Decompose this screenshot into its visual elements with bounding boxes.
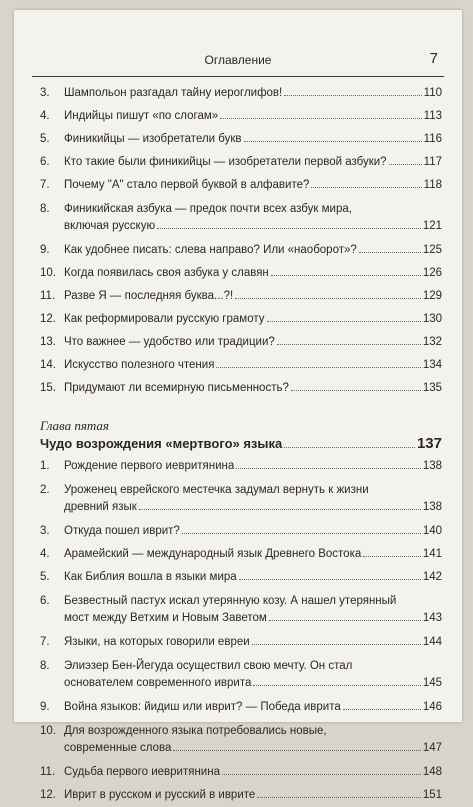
- entry-title: Война языков: йидиш или иврит? — Победа иврита: [64, 701, 341, 713]
- leader-dots: [253, 685, 420, 686]
- entry-line: [64, 380, 442, 397]
- entry-line: [64, 634, 442, 651]
- entry-page: 129: [422, 290, 442, 302]
- leader-dots: [311, 187, 421, 188]
- entry-title: Как Библия вошла в языки мира: [64, 571, 237, 583]
- entry-line: [64, 740, 442, 757]
- entry-line: [64, 482, 442, 499]
- leader-dots: [343, 709, 421, 710]
- entry-page: 125: [422, 244, 442, 256]
- leader-dots: [139, 509, 421, 510]
- entry-body: [64, 764, 442, 781]
- header-rule: [32, 76, 444, 77]
- entry-title: Рождение первого иевритянина: [64, 460, 235, 472]
- entry-number: 6.: [40, 595, 50, 607]
- entry-title: Финикийцы — изобретатели букв: [64, 133, 242, 145]
- entry-number: 8.: [40, 660, 50, 672]
- entry-number: 9.: [40, 244, 50, 256]
- toc-entry[interactable]: [40, 174, 442, 197]
- entry-title: основателем современного иврита: [64, 677, 252, 689]
- toc-entry[interactable]: [40, 520, 442, 543]
- entry-number: 12.: [40, 313, 56, 325]
- entry-title: мост между Ветхим и Новым Заветом: [64, 612, 267, 624]
- entry-page: 135: [422, 382, 442, 394]
- entry-number: 10.: [40, 267, 56, 279]
- entry-body: [64, 357, 442, 374]
- entry-page: 117: [423, 156, 442, 168]
- toc-entry[interactable]: [40, 478, 442, 520]
- leader-dots: [277, 344, 421, 345]
- entry-line: [64, 546, 442, 563]
- entry-title: Индийцы пишут «по слогам»: [64, 110, 219, 122]
- header-title: Оглавление: [204, 53, 272, 67]
- entry-body: [64, 593, 442, 627]
- entry-body: [64, 334, 442, 351]
- entry-number: 8.: [40, 203, 50, 215]
- entry-page: 140: [422, 525, 442, 537]
- entry-title: Как реформировали русскую грамоту: [64, 313, 265, 325]
- entry-title: Иврит в русском и русский в иврите: [64, 789, 256, 801]
- toc-list: [40, 82, 442, 807]
- entry-title: Уроженец еврейского местечка задумал вернуть к жизни: [64, 484, 369, 496]
- entry-page: 113: [423, 110, 442, 122]
- entry-body: [64, 546, 442, 563]
- entry-line: [64, 85, 442, 102]
- leader-dots: [252, 644, 421, 645]
- leader-dots: [271, 275, 421, 276]
- entry-number: 10.: [40, 725, 56, 737]
- entry-title: Элиэзер Бен-Йегуда осуществил свою мечту. Он стал: [64, 660, 353, 672]
- entry-number: 11.: [40, 766, 56, 778]
- toc-entry[interactable]: [40, 696, 442, 719]
- leader-dots: [291, 390, 421, 391]
- chapter-title: Чудо возрождения «мертвого» языка: [40, 436, 283, 451]
- leader-dots: [389, 164, 422, 165]
- entry-line: [64, 523, 442, 540]
- entry-line: [64, 699, 442, 716]
- entry-page: 138: [422, 460, 442, 472]
- leader-dots: [220, 118, 422, 119]
- entry-body: [64, 242, 442, 259]
- entry-body: [64, 380, 442, 397]
- toc-entry[interactable]: [40, 631, 442, 654]
- entry-body: [64, 523, 442, 540]
- toc-entry[interactable]: [40, 239, 442, 262]
- entry-body: [64, 787, 442, 804]
- leader-dots: [359, 252, 421, 253]
- entry-title: Откуда пошел иврит?: [64, 525, 180, 537]
- entry-title: Арамейский — международный язык Древнего Востока: [64, 548, 362, 560]
- toc-entry[interactable]: [40, 543, 442, 566]
- entry-page: 118: [423, 179, 442, 191]
- chapter-label: Глава пятая: [40, 418, 109, 433]
- entry-page: 138: [422, 501, 442, 513]
- entry-title: Для возрожденного языка потребовались новые,: [64, 725, 327, 737]
- toc-entry[interactable]: [40, 285, 442, 308]
- entry-body: [64, 265, 442, 282]
- toc-entry[interactable]: [40, 151, 442, 174]
- entry-number: 7.: [40, 636, 50, 648]
- toc-entry[interactable]: [40, 105, 442, 128]
- entry-page: 148: [422, 766, 442, 778]
- entry-line: [64, 288, 442, 305]
- entry-body: [64, 288, 442, 305]
- entry-line: [64, 610, 442, 627]
- entry-body: [64, 723, 442, 757]
- entry-page: 143: [422, 612, 442, 624]
- entry-title: современные слова: [64, 742, 172, 754]
- toc-entry[interactable]: [40, 262, 442, 285]
- toc-entry[interactable]: [40, 377, 442, 400]
- entry-body: [64, 311, 442, 328]
- entry-body: [64, 131, 442, 148]
- entry-number: 9.: [40, 701, 50, 713]
- leader-dots: [257, 797, 421, 798]
- leader-dots: [222, 774, 421, 775]
- entry-line: [64, 108, 442, 125]
- toc-entry[interactable]: [40, 566, 442, 589]
- entry-body: [64, 634, 442, 651]
- entry-number: 14.: [40, 359, 56, 371]
- entry-body: [64, 201, 442, 235]
- entry-line: [64, 334, 442, 351]
- entry-page: 147: [422, 742, 442, 754]
- entry-title: Шампольон разгадал тайну иероглифов!: [64, 87, 283, 99]
- entry-page: 126: [422, 267, 442, 279]
- entry-number: 5.: [40, 571, 50, 583]
- entry-page: 110: [423, 87, 442, 99]
- entry-line: [64, 723, 442, 740]
- entry-title: Почему "А" стало первой буквой в алфавите?: [64, 179, 310, 191]
- entry-number: 2.: [40, 484, 50, 496]
- entry-number: 13.: [40, 336, 56, 348]
- entry-number: 15.: [40, 382, 56, 394]
- entry-page: 130: [422, 313, 442, 325]
- entry-body: [64, 177, 442, 194]
- entry-body: [64, 569, 442, 586]
- toc-entry[interactable]: [40, 654, 442, 696]
- toc-entry[interactable]: [40, 354, 442, 377]
- entry-number: 3.: [40, 525, 50, 537]
- running-header: [32, 48, 444, 70]
- leader-dots: [216, 367, 420, 368]
- entry-body: [64, 699, 442, 716]
- entry-title: Искусство полезного чтения: [64, 359, 215, 371]
- entry-page: 142: [422, 571, 442, 583]
- leader-dots: [182, 533, 421, 534]
- entry-line: [64, 265, 442, 282]
- leader-dots: [363, 556, 421, 557]
- entry-line: [64, 593, 442, 610]
- entry-line: [64, 242, 442, 259]
- toc-entry[interactable]: [40, 784, 442, 807]
- leader-dots: [284, 447, 415, 448]
- toc-entry[interactable]: [40, 128, 442, 151]
- entry-line: [64, 177, 442, 194]
- toc-group-chapter-five: [40, 455, 442, 807]
- entry-body: [64, 154, 442, 171]
- entry-title: включая русскую: [64, 220, 156, 232]
- entry-line: [64, 787, 442, 804]
- entry-line: [64, 131, 442, 148]
- entry-page: 145: [422, 677, 442, 689]
- entry-page: 144: [422, 636, 442, 648]
- entry-number: 11.: [40, 290, 56, 302]
- toc-entry[interactable]: [40, 719, 442, 761]
- chapter-page: 137: [416, 435, 442, 452]
- entry-body: [64, 85, 442, 102]
- entry-title: Финикийская азбука — предок почти всех азбук мира,: [64, 203, 352, 215]
- entry-line: [64, 458, 442, 475]
- entry-title: Разве Я — последняя буква...?!: [64, 290, 234, 302]
- entry-title: Языки, на которых говорили евреи: [64, 636, 250, 648]
- entry-line: [64, 658, 442, 675]
- entry-number: 1.: [40, 460, 50, 472]
- entry-body: [64, 658, 442, 692]
- leader-dots: [269, 620, 421, 621]
- entry-number: 4.: [40, 110, 50, 122]
- entry-line: [64, 201, 442, 218]
- toc-entry[interactable]: [40, 761, 442, 784]
- entry-page: 132: [422, 336, 442, 348]
- entry-page: 134: [422, 359, 442, 371]
- entry-body: [64, 482, 442, 516]
- entry-line: [64, 675, 442, 692]
- entry-title: Придумают ли всемирную письменность?: [64, 382, 289, 394]
- entry-title: Как удобнее писать: слева направо? Или «наоборот»?: [64, 244, 357, 256]
- entry-number: 4.: [40, 548, 50, 560]
- leader-dots: [267, 321, 421, 322]
- entry-line: [64, 499, 442, 516]
- entry-page: 141: [422, 548, 442, 560]
- entry-line: [64, 764, 442, 781]
- entry-line: [64, 357, 442, 374]
- toc-entry[interactable]: [40, 589, 442, 631]
- entry-number: 5.: [40, 133, 50, 145]
- entry-body: [64, 458, 442, 475]
- toc-entry[interactable]: [40, 331, 442, 354]
- leader-dots: [244, 141, 422, 142]
- entry-number: 12.: [40, 789, 56, 801]
- chapter-title-row[interactable]: [40, 435, 442, 452]
- leader-dots: [157, 228, 421, 229]
- entry-number: 3.: [40, 87, 50, 99]
- leader-dots: [239, 579, 421, 580]
- toc-entry[interactable]: [40, 82, 442, 105]
- entry-page: 121: [422, 220, 442, 232]
- entry-number: 7.: [40, 179, 50, 191]
- book-page: [14, 10, 462, 801]
- entry-title: Судьба первого иевритянина: [64, 766, 220, 778]
- entry-line: [64, 154, 442, 171]
- entry-page: 151: [422, 789, 442, 801]
- entry-number: 6.: [40, 156, 50, 168]
- toc-entry[interactable]: [40, 197, 442, 239]
- entry-body: [64, 108, 442, 125]
- entry-title: древний язык: [64, 501, 137, 513]
- entry-title: Безвестный пастух искал утерянную козу. А нашел утерянный: [64, 595, 397, 607]
- entry-line: [64, 569, 442, 586]
- leader-dots: [236, 468, 421, 469]
- toc-entry[interactable]: [40, 455, 442, 478]
- header-page-number: 7: [429, 50, 438, 67]
- leader-dots: [235, 298, 421, 299]
- entry-page: 116: [423, 133, 442, 145]
- entry-line: [64, 311, 442, 328]
- entry-title: Что важнее — удобство или традиции?: [64, 336, 275, 348]
- entry-line: [64, 218, 442, 235]
- entry-title: Кто такие были финикийцы — изобретатели первой азбуки?: [64, 156, 387, 168]
- leader-dots: [173, 750, 420, 751]
- toc-group-previous-chapter: [40, 82, 442, 400]
- leader-dots: [284, 95, 421, 96]
- entry-page: 146: [422, 701, 442, 713]
- toc-entry[interactable]: [40, 308, 442, 331]
- entry-title: Когда появилась своя азбука у славян: [64, 267, 269, 279]
